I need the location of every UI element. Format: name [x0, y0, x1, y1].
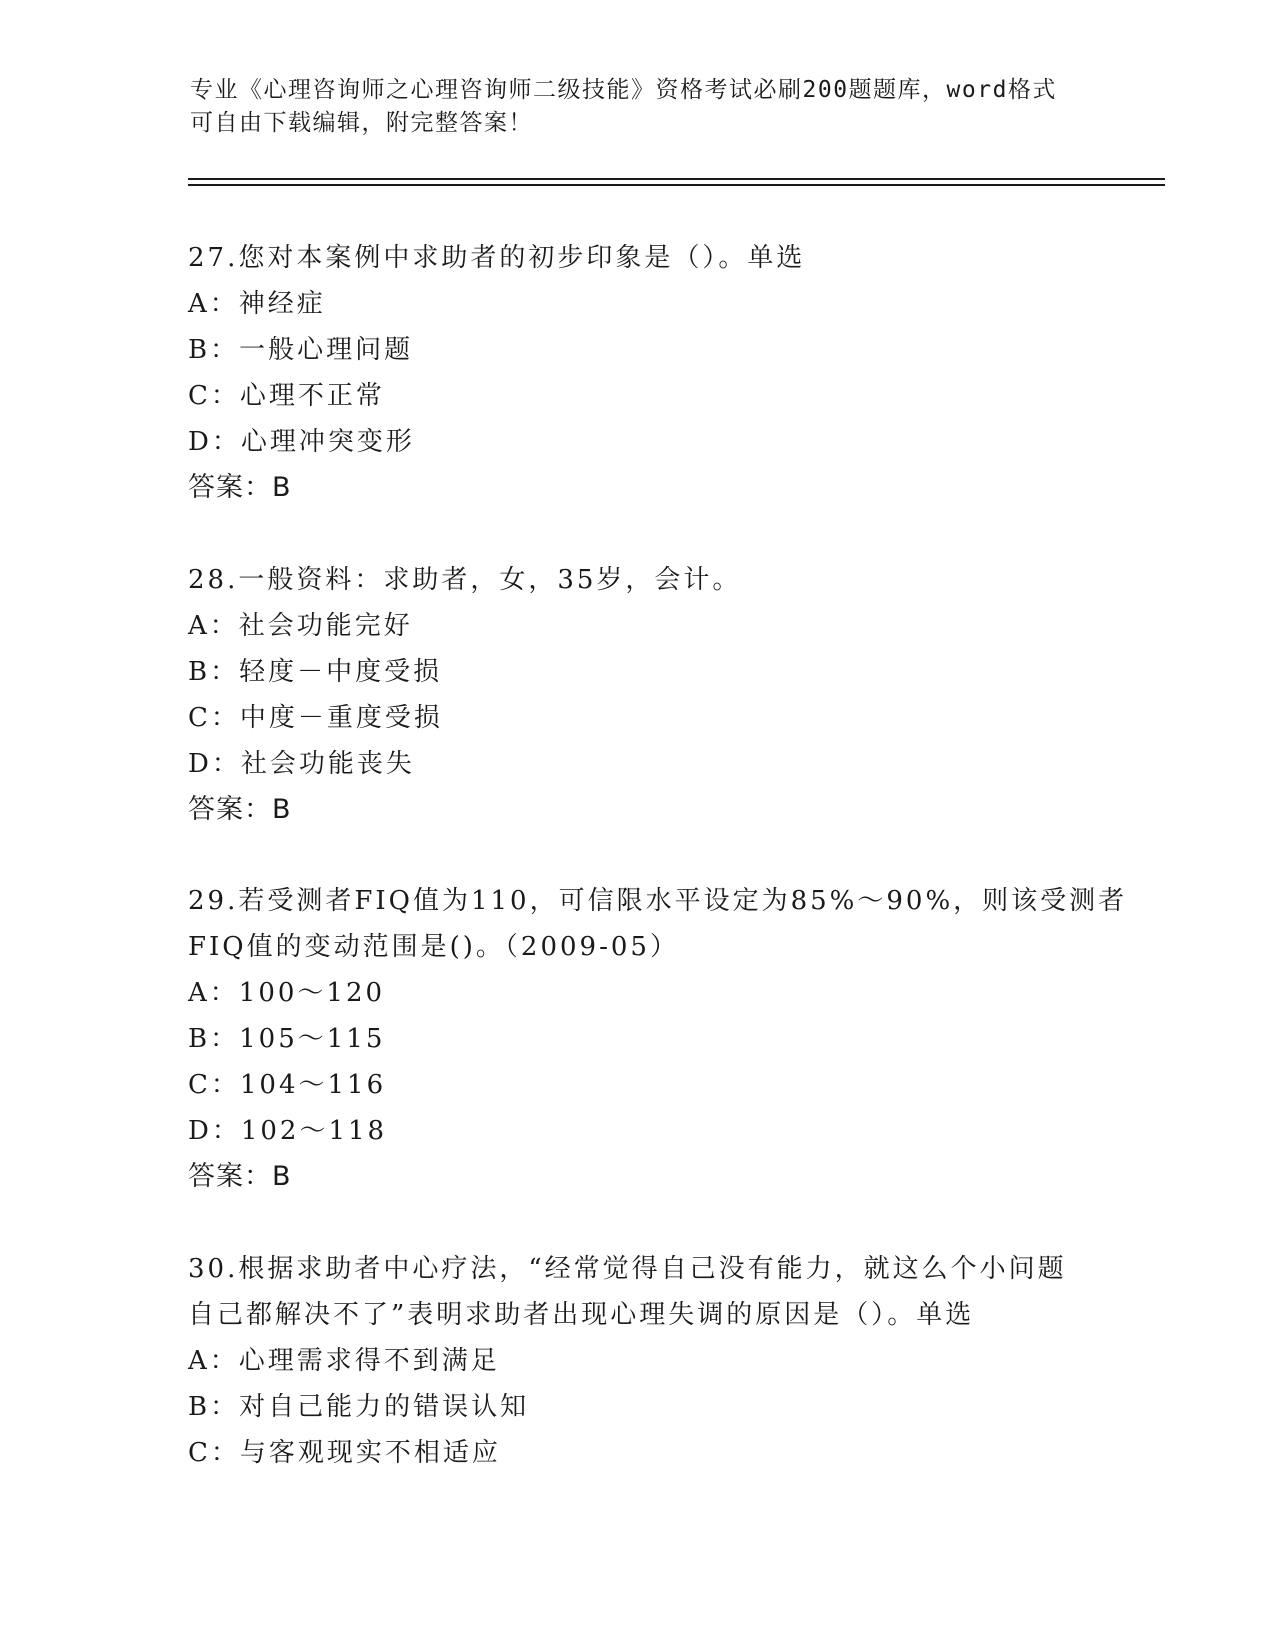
answer: 答案：B	[188, 1161, 292, 1192]
question-stem-line-2: FIQ值的变动范围是()。（2009-05）	[188, 932, 679, 962]
question-29	[188, 878, 1128, 1200]
option-a: A：100～120	[188, 978, 386, 1008]
option-c: C：中度－重度受损	[188, 703, 443, 733]
header-line-2: 可自由下载编辑，附完整答案！	[190, 110, 533, 136]
option-b: B：一般心理问题	[188, 335, 414, 365]
option-b: B：105～115	[188, 1024, 386, 1054]
header-line-1: 专业《心理咨询师之心理咨询师二级技能》资格考试必刷200题题库，word格式	[190, 77, 1057, 103]
question-stem-line-2: 自己都解决不了”表明求助者出现心理失调的原因是（）。单选	[188, 1300, 975, 1330]
header-rule-bottom	[188, 184, 1165, 186]
header-rule-top	[188, 178, 1165, 180]
question-stem-line-1: 29.若受测者FIQ值为110，可信限水平设定为85%～90%，则该受测者	[188, 886, 1128, 916]
question-27	[188, 235, 1088, 511]
answer: 答案：B	[188, 472, 292, 503]
option-c: C：心理不正常	[188, 381, 385, 411]
question-stem-line-1: 30.根据求助者中心疗法，“经常觉得自己没有能力，就这么个小问题	[188, 1254, 1067, 1284]
option-c: C：与客观现实不相适应	[188, 1438, 501, 1468]
option-a: A：神经症	[188, 289, 326, 319]
option-b: B：对自己能力的错误认知	[188, 1392, 530, 1422]
option-a: A：心理需求得不到满足	[188, 1346, 500, 1376]
question-stem: 27.您对本案例中求助者的初步印象是（）。单选	[188, 243, 806, 273]
answer: 答案：B	[188, 794, 292, 825]
question-stem: 28.一般资料：求助者，女，35岁，会计。	[188, 565, 742, 595]
question-30	[188, 1246, 1088, 1476]
option-d: D：102～118	[188, 1116, 388, 1146]
document-header	[190, 74, 1070, 140]
option-b: B：轻度－中度受损	[188, 657, 443, 687]
option-c: C：104～116	[188, 1070, 387, 1100]
option-a: A：社会功能完好	[188, 611, 413, 641]
option-d: D：心理冲突变形	[188, 427, 415, 457]
option-d: D：社会功能丧失	[188, 749, 415, 779]
question-28	[188, 557, 1088, 833]
